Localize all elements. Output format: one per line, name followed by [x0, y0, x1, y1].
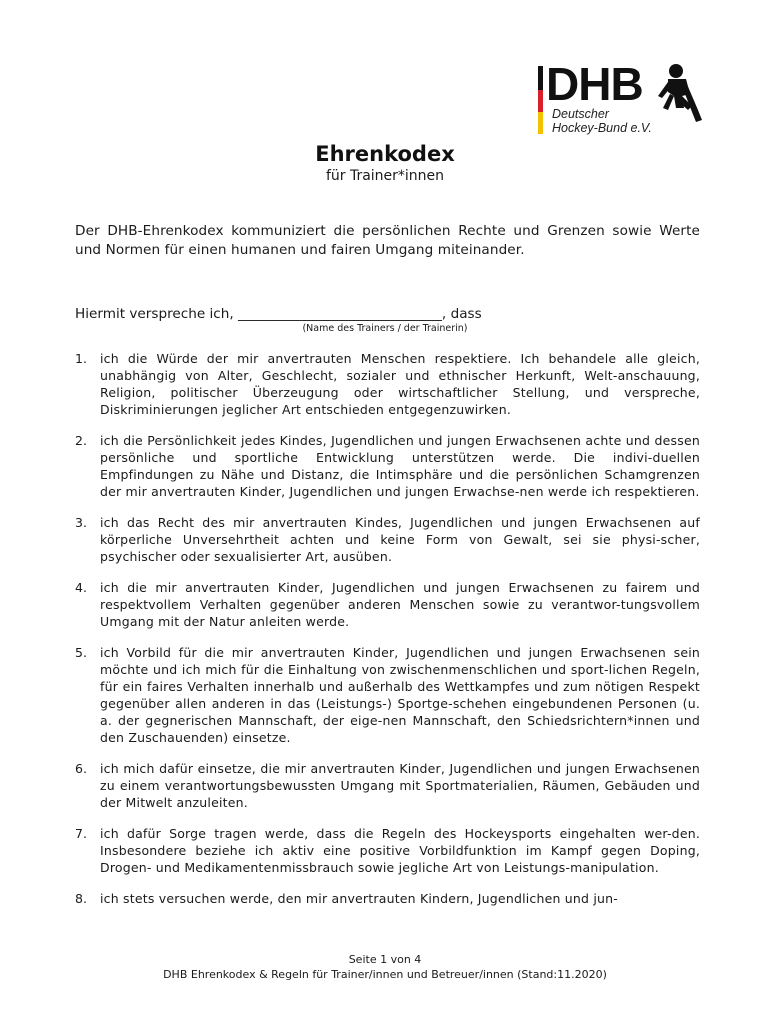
footer-document-info: DHB Ehrenkodex & Regeln für Trainer/innen und Betreuer/innen (Stand:11.2020)	[163, 968, 607, 981]
list-item	[75, 825, 700, 876]
logo-line-2: Hockey-Bund e.V.	[552, 121, 652, 135]
logo-flag-black	[538, 66, 543, 90]
list-item	[75, 644, 700, 746]
item-text: ich das Recht des mir anvertrauten Kindes, Jugendlichen und jungen Erwachsenen auf körperliche Unversehrtheit achten und keine Form von Gewalt, sei sie physi-scher, psychischer oder sexualisierter Art, ausüben.	[100, 515, 700, 564]
item-number: 1.	[75, 351, 87, 366]
logo-flag-gold	[538, 112, 543, 134]
hockey-player-icon	[646, 62, 706, 124]
logo-line-1: Deutscher	[552, 107, 609, 121]
intro-paragraph: Der DHB-Ehrenkodex kommuniziert die persönlichen Rechte und Grenzen sowie Werte und Normen für einen humanen und fairen Umgang miteinander.	[75, 223, 700, 258]
list-item	[75, 579, 700, 630]
item-number: 5.	[75, 645, 87, 660]
item-number: 7.	[75, 826, 87, 841]
promise-line: Hiermit verspreche ich, ______________________________, dass	[75, 306, 482, 322]
item-number: 4.	[75, 580, 87, 595]
list-item	[75, 350, 700, 418]
item-text: ich mich dafür einsetze, die mir anvertrauten Kinder, Jugendlichen und jungen Erwachsenen zu einem verantwortungsbewussten Umgang mit Sportmaterialien, Räumen, Gebäuden und der Mitwelt anzuleiten.	[100, 761, 700, 810]
item-text: ich die mir anvertrauten Kinder, Jugendlichen und jungen Erwachsenen zu fairem und respektvollem Verhalten gegenüber anderen Menschen sowie zu verantwor-tungsvollem Umgang mit der Natur anleiten werde.	[100, 580, 700, 629]
item-text: ich Vorbild für die mir anvertrauten Kinder, Jugendlichen und jungen Erwachsenen sein möchte und ich mich für die Einhaltung von zwischenmenschlichen und sport-lichen Regeln, für ein faires Verhalten innerhalb und außerhalb des Wettkampfes und zum nötigen Respekt gegenüber allen anderen in das (Leistungs-) Sportge-schehen eingebundenen Personen (u. a. der gegnerischen Mannschaft, der eige-nen Mannschaft, den Schiedsrichtern*innen und den Zuschauenden) einsetze.	[100, 645, 700, 745]
list-item	[75, 890, 700, 907]
document-title: Ehrenkodex	[315, 142, 455, 166]
item-text: ich dafür Sorge tragen werde, dass die Regeln des Hockeysports eingehalten wer-den. Insbesondere beziehe ich aktiv eine positive Vorbildfunktion im Kampf gegen Doping, Drogen- und Medikamentenmissbrauch sowie jegliche Art von Leistungs-manipulation.	[100, 826, 700, 875]
item-number: 2.	[75, 433, 87, 448]
item-text: ich stets versuchen werde, den mir anvertrauten Kindern, Jugendlichen und jun-	[100, 891, 618, 906]
name-caption: (Name des Trainers / der Trainerin)	[302, 323, 468, 334]
list-item	[75, 514, 700, 565]
item-number: 6.	[75, 761, 87, 776]
logo-letters: DHB	[546, 58, 643, 110]
list-item	[75, 432, 700, 500]
dhb-logo	[538, 58, 708, 138]
commitment-list	[75, 350, 700, 921]
document-subtitle: für Trainer*innen	[325, 168, 445, 184]
logo-flag-red	[538, 90, 543, 112]
item-text: ich die Würde der mir anvertrauten Menschen respektiere. Ich behandele alle gleich, unabhängig von Alter, Geschlecht, sozialer und ethnischer Herkunft, Welt-anschauung, Religion, politischer Überzeugung oder wirtschaftlicher Stellung, und verspreche, Diskriminierungen jeglicher Art entschieden entgegenzuwirken.	[100, 351, 700, 417]
item-number: 3.	[75, 515, 87, 530]
item-text: ich die Persönlichkeit jedes Kindes, Jugendlichen und jungen Erwachsenen achte und dessen persönliche und sportliche Entwicklung unterstützen werde. Die indivi-duellen Empfindungen zu Nähe und Distanz, die Intimsphäre und die persönlichen Schamgrenzen der mir anvertrauten Kinder, Jugendlichen und jungen Erwachse-nen werde ich respektieren.	[100, 433, 700, 499]
list-item	[75, 760, 700, 811]
page-number: Seite 1 von 4	[348, 953, 422, 966]
item-number: 8.	[75, 891, 87, 906]
logo-subtitle	[552, 107, 652, 135]
